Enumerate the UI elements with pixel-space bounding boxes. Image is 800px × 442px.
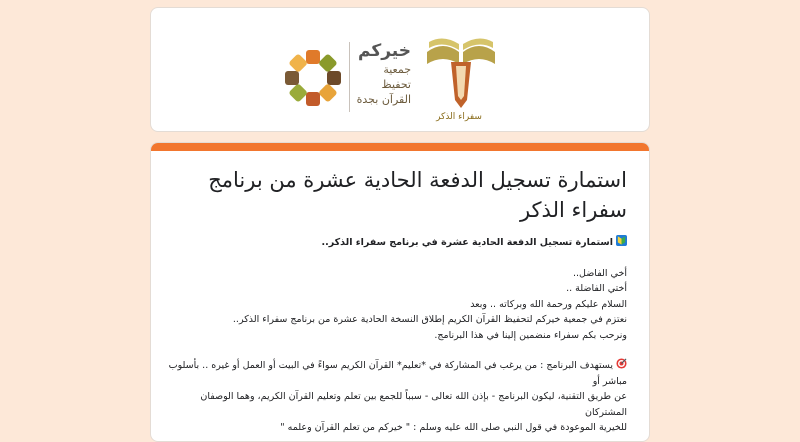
form-accent-bar	[150, 142, 650, 151]
banner-logos	[151, 26, 649, 122]
form-description	[165, 235, 627, 436]
org-subtitle-1: جمعية تحفيظ	[381, 63, 411, 91]
org-name: خيركم	[358, 41, 411, 61]
description-greeting-2: أختي الفاضلة ..	[566, 283, 627, 294]
description-intro-text: استمارة تسجيل الدفعة الحادية عشرة في برنامج سفراء الذكر..	[321, 237, 613, 248]
direct-hit-icon	[616, 358, 627, 369]
form-header-card	[150, 142, 650, 442]
org-flower-logo-icon	[281, 46, 345, 110]
beginner-badge-icon	[616, 235, 627, 246]
description-target-3: للخيرية الموعودة في قول النبي صلى الله عليه وسلم : " خيركم من تعلم القرآن وعلمه "	[280, 422, 627, 433]
description-intro	[165, 235, 627, 251]
form-title: استمارة تسجيل الدفعة الحادية عشرة من برنامج سفراء الذكر	[208, 168, 627, 222]
org-subtitle-2: القرآن بجدة	[356, 93, 411, 106]
description-target-1	[165, 358, 627, 389]
org-logo-text	[351, 40, 411, 107]
form-banner	[150, 7, 650, 132]
description-greeting-1: أخي الفاضل..	[573, 267, 627, 279]
description-salam: السلام عليكم ورحمة الله وبركاته .. وبعد	[470, 298, 627, 310]
description-line-1: نعتزم في جمعية خيركم لتحفيظ القرآن الكريم إطلاق النسخة الحادية عشرة من برنامج سفراء الذكر..	[232, 314, 627, 325]
description-target-1-text: يستهدف البرنامج : من يرغب في المشاركة في *تعليم* القرآن الكريم سواءً في البيت أو العمل أو غيره .. بأسلوب مباشر أو	[168, 360, 627, 387]
description-line-2: ونرحب بكم سفراء منضمين إلينا في هذا البرنامج.	[434, 329, 627, 341]
logo-divider	[349, 42, 350, 112]
program-book-logo-icon	[423, 34, 499, 120]
description-target-2: عن طريق التقنية، ليكون البرنامج - بإذن الله تعالى - سبباً للجمع بين تعلم وتعليم القرآن الكريم، وهما الوصفان المشتركان	[200, 391, 627, 418]
program-caption: سفراء الذكر	[436, 112, 482, 122]
